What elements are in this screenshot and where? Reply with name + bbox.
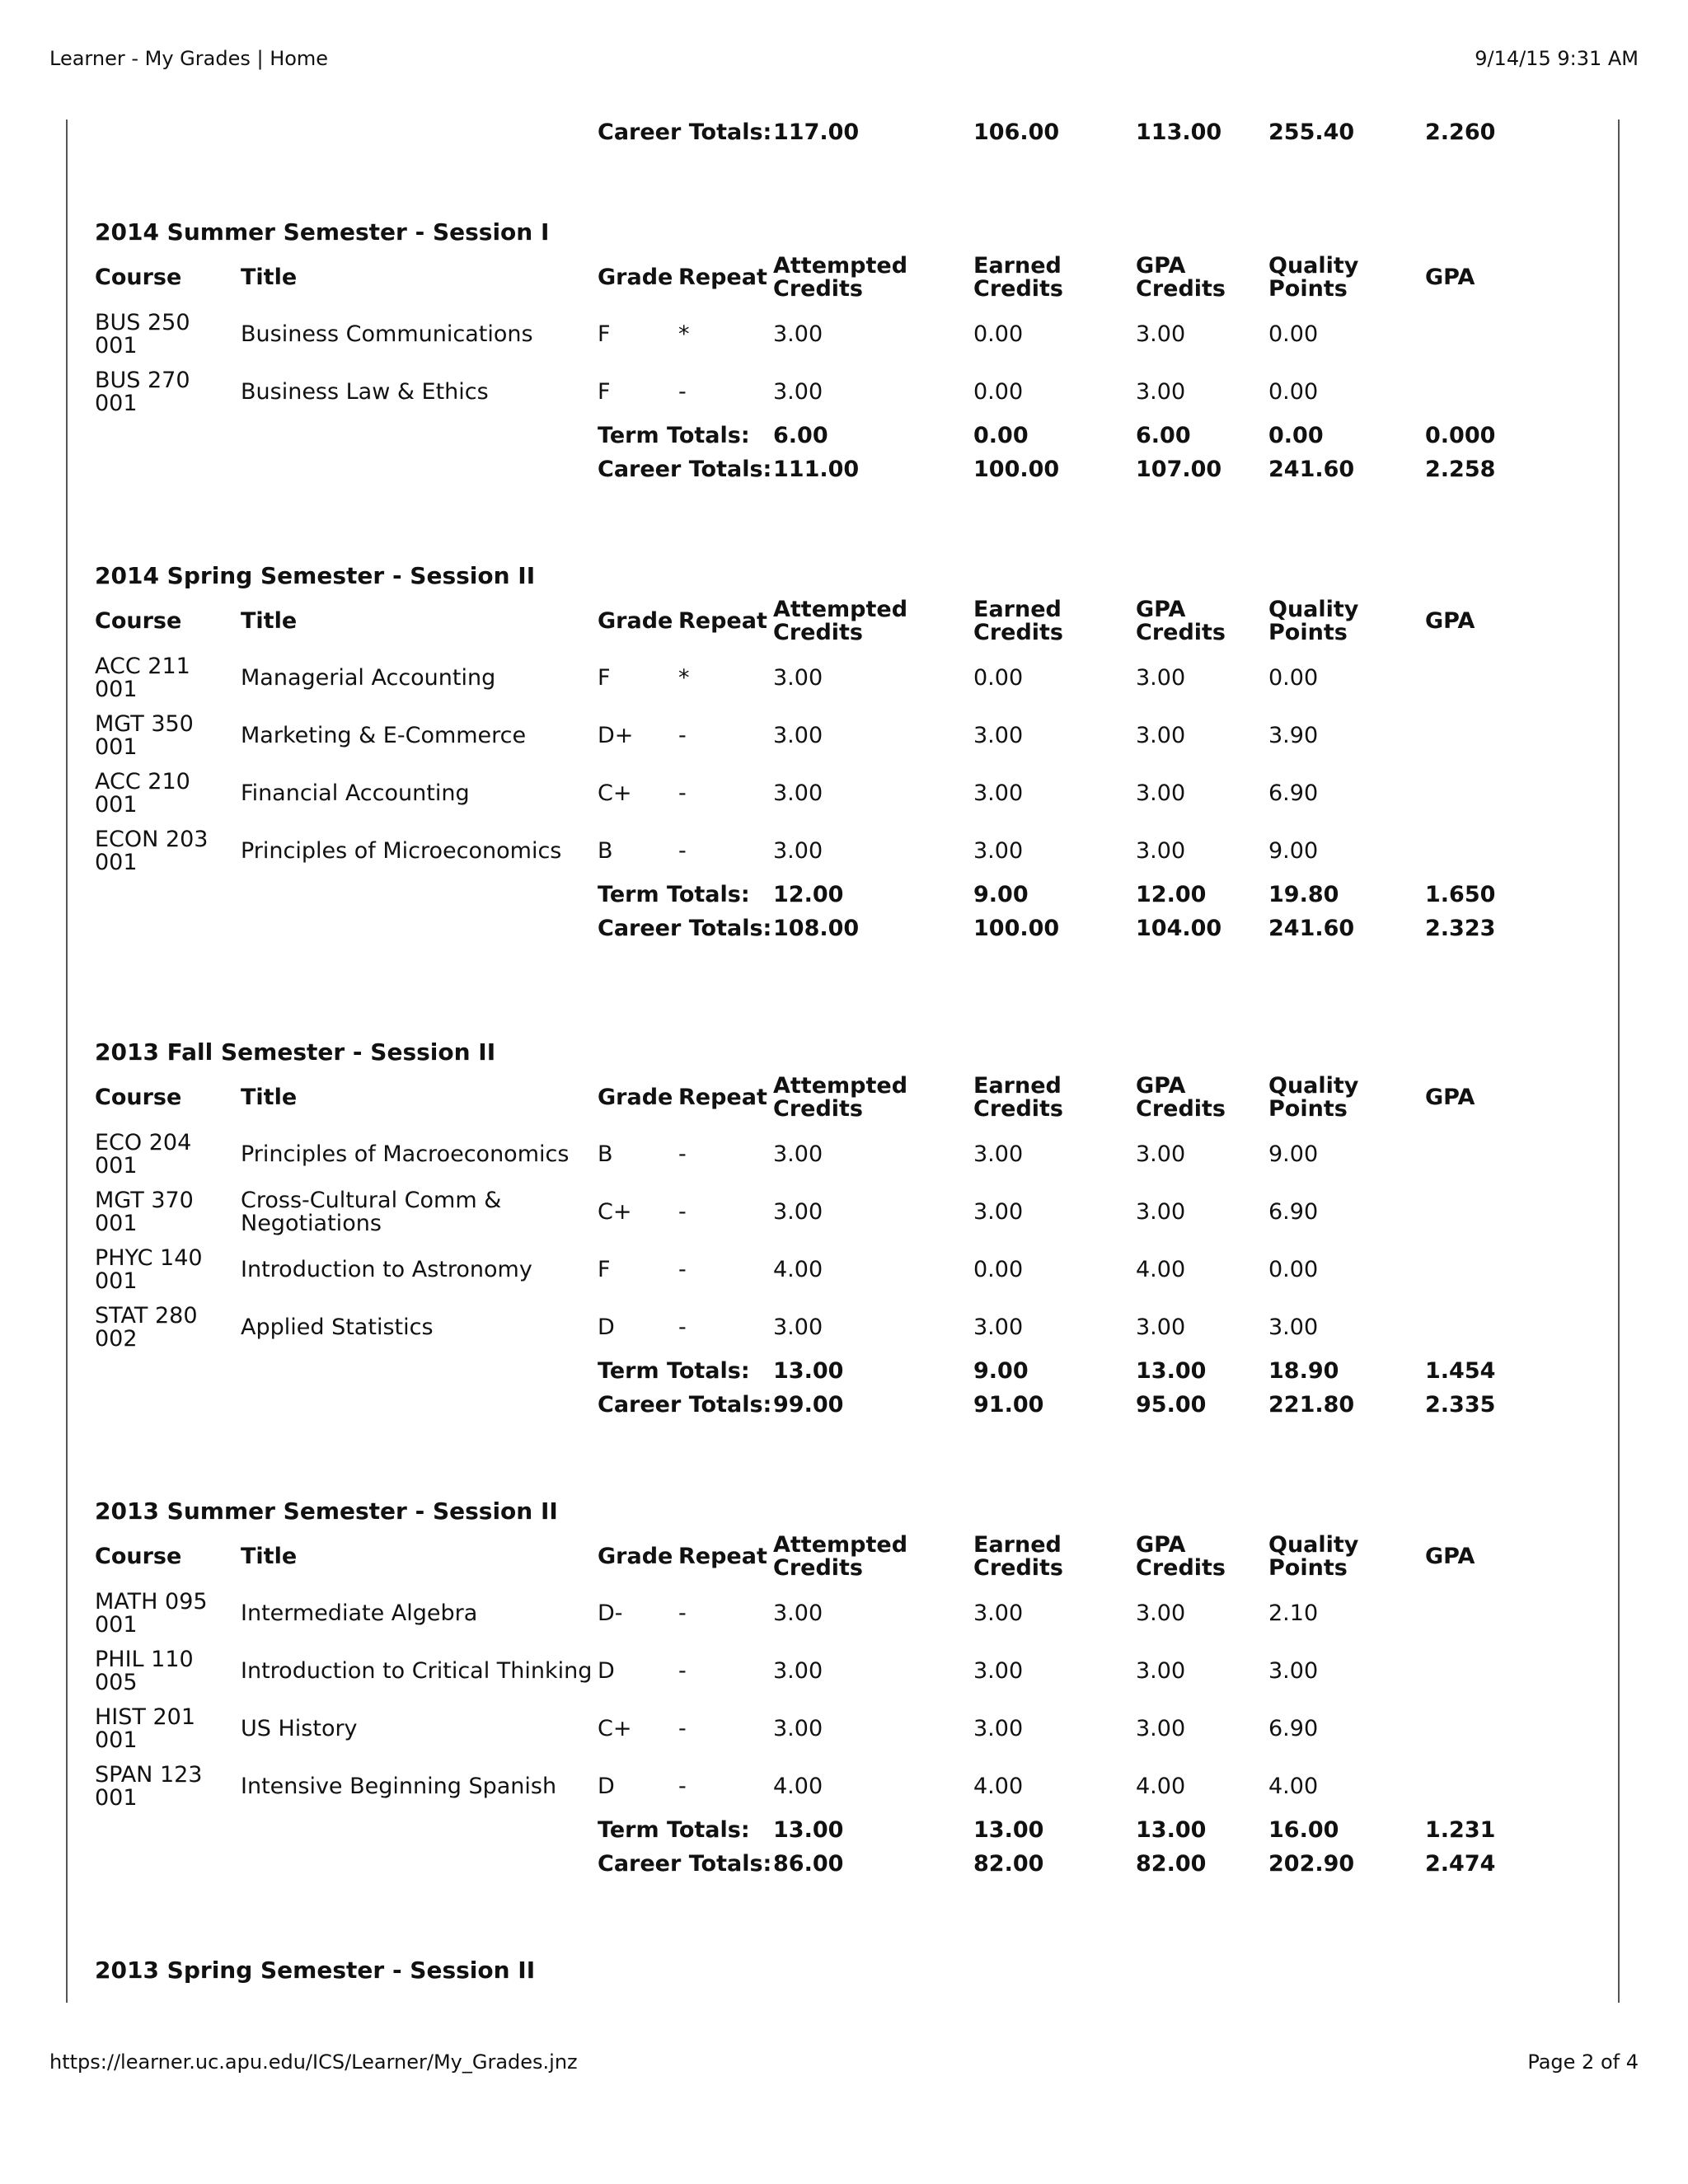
earned-credits: 4.00 [973, 1774, 1024, 1799]
col-repeat: Repeat [678, 608, 767, 634]
repeat: - [678, 379, 687, 405]
col-attempted-line2: Credits [773, 276, 864, 302]
course-section: 001 [95, 391, 138, 416]
col-quality-line2: Points [1268, 1555, 1348, 1581]
quality-points: 6.90 [1268, 780, 1319, 806]
gpa-credits: 3.00 [1136, 321, 1186, 347]
col-course: Course [95, 1544, 182, 1569]
col-earned-line2: Credits [973, 1555, 1064, 1581]
totals-earned: 91.00 [973, 1392, 1044, 1418]
col-quality-line2: Points [1268, 620, 1348, 645]
col-grade: Grade [598, 265, 673, 290]
col-course: Course [95, 265, 182, 290]
course-code: MGT 350 [95, 711, 194, 737]
semester-title: 2013 Fall Semester - Session II [95, 1038, 496, 1066]
repeat: - [678, 1257, 687, 1282]
course-title: Business Law & Ethics [241, 379, 489, 405]
totals-attempted: 86.00 [773, 1851, 844, 1877]
attempted-credits: 3.00 [773, 1601, 823, 1626]
earned-credits: 0.00 [973, 379, 1024, 405]
repeat: - [678, 1774, 687, 1799]
course-title: Introduction to Astronomy [241, 1257, 532, 1282]
totals-gpa: 2.474 [1425, 1851, 1496, 1877]
totals-gpa: 1.231 [1425, 1817, 1496, 1843]
gpa-credits: 3.00 [1136, 1315, 1186, 1340]
grade: D [598, 1315, 615, 1340]
repeat: - [678, 1716, 687, 1741]
totals-label: Term Totals: [598, 423, 750, 448]
course-title: Intensive Beginning Spanish [241, 1774, 557, 1799]
semester-title: 2014 Spring Semester - Session II [95, 562, 536, 589]
col-quality-line1: Quality [1268, 253, 1359, 279]
totals-label: Career Totals: [598, 120, 772, 145]
col-attempted-line1: Attempted [773, 597, 908, 622]
quality-points: 9.00 [1268, 1141, 1319, 1167]
repeat: - [678, 1199, 687, 1225]
course-code: BUS 270 [95, 368, 190, 393]
col-gpa-credits-line2: Credits [1136, 1555, 1226, 1581]
repeat: - [678, 838, 687, 864]
col-repeat: Repeat [678, 1544, 767, 1569]
totals-earned: 100.00 [973, 916, 1060, 941]
earned-credits: 3.00 [973, 1315, 1024, 1340]
col-course: Course [95, 608, 182, 634]
col-quality-line1: Quality [1268, 597, 1359, 622]
col-repeat: Repeat [678, 1085, 767, 1110]
repeat: - [678, 1601, 687, 1626]
course-code: PHYC 140 [95, 1245, 203, 1271]
col-earned-line1: Earned [973, 597, 1062, 622]
course-code: PHIL 110 [95, 1647, 194, 1672]
totals-attempted: 108.00 [773, 916, 860, 941]
col-earned-line1: Earned [973, 1073, 1062, 1099]
earned-credits: 0.00 [973, 1257, 1024, 1282]
totals-gpa-credits: 95.00 [1136, 1392, 1207, 1418]
col-earned-line1: Earned [973, 1532, 1062, 1558]
col-attempted-line1: Attempted [773, 1532, 908, 1558]
gpa-credits: 4.00 [1136, 1774, 1186, 1799]
grade: D [598, 1774, 615, 1799]
totals-earned: 100.00 [973, 457, 1060, 482]
course-section: 001 [95, 333, 138, 359]
course-title: Principles of Macroeconomics [241, 1141, 570, 1167]
col-gpa-credits-line2: Credits [1136, 1096, 1226, 1122]
course-section: 001 [95, 1268, 138, 1294]
col-quality-line1: Quality [1268, 1073, 1359, 1099]
repeat: - [678, 723, 687, 748]
totals-label: Term Totals: [598, 1817, 750, 1843]
totals-earned: 106.00 [973, 120, 1060, 145]
totals-gpa-credits: 104.00 [1136, 916, 1222, 941]
course-title: Principles of Microeconomics [241, 838, 562, 864]
col-course: Course [95, 1085, 182, 1110]
totals-gpa-credits: 13.00 [1136, 1817, 1207, 1843]
course-title: Financial Accounting [241, 780, 470, 806]
attempted-credits: 3.00 [773, 1141, 823, 1167]
course-code: ACC 210 [95, 769, 190, 794]
earned-credits: 3.00 [973, 838, 1024, 864]
attempted-credits: 4.00 [773, 1257, 823, 1282]
course-title: US History [241, 1716, 358, 1741]
page-footer-page-number: Page 2 of 4 [1527, 2050, 1639, 2074]
col-earned-line2: Credits [973, 1096, 1064, 1122]
course-section: 002 [95, 1326, 138, 1352]
totals-gpa-credits: 107.00 [1136, 457, 1222, 482]
course-section: 001 [95, 1612, 138, 1638]
course-section: 001 [95, 734, 138, 760]
quality-points: 0.00 [1268, 321, 1319, 347]
col-attempted-line2: Credits [773, 1555, 864, 1581]
grade: F [598, 379, 611, 405]
totals-gpa: 2.260 [1425, 120, 1496, 145]
left-border [66, 120, 68, 2003]
attempted-credits: 3.00 [773, 665, 823, 691]
grade: F [598, 1257, 611, 1282]
totals-label: Career Totals: [598, 916, 772, 941]
repeat: - [678, 1315, 687, 1340]
quality-points: 4.00 [1268, 1774, 1319, 1799]
course-section: 001 [95, 677, 138, 702]
totals-attempted: 12.00 [773, 882, 844, 907]
totals-attempted: 111.00 [773, 457, 860, 482]
totals-quality-points: 19.80 [1268, 882, 1339, 907]
totals-attempted: 13.00 [773, 1358, 844, 1384]
course-title: Introduction to Critical Thinking [241, 1658, 593, 1684]
gpa-credits: 3.00 [1136, 1716, 1186, 1741]
course-code: SPAN 123 [95, 1762, 203, 1788]
gpa-credits: 3.00 [1136, 1199, 1186, 1225]
quality-points: 6.90 [1268, 1199, 1319, 1225]
attempted-credits: 3.00 [773, 723, 823, 748]
course-title: Applied Statistics [241, 1315, 434, 1340]
semester-title: 2014 Summer Semester - Session I [95, 218, 550, 246]
totals-earned: 13.00 [973, 1817, 1044, 1843]
col-title: Title [241, 1085, 298, 1110]
totals-quality-points: 241.60 [1268, 916, 1355, 941]
grade: C+ [598, 1199, 632, 1225]
semester-title: 2013 Summer Semester - Session II [95, 1497, 558, 1525]
grade: C+ [598, 1716, 632, 1741]
course-title-line2: Negotiations [241, 1211, 382, 1236]
col-quality-line1: Quality [1268, 1532, 1359, 1558]
earned-credits: 3.00 [973, 780, 1024, 806]
totals-gpa: 2.335 [1425, 1392, 1496, 1418]
course-section: 001 [95, 792, 138, 818]
repeat: * [678, 665, 690, 691]
gpa-credits: 3.00 [1136, 1658, 1186, 1684]
col-attempted-line1: Attempted [773, 1073, 908, 1099]
course-title: Cross-Cultural Comm & [241, 1188, 502, 1213]
earned-credits: 0.00 [973, 665, 1024, 691]
totals-gpa: 2.323 [1425, 916, 1496, 941]
totals-attempted: 99.00 [773, 1392, 844, 1418]
course-code: BUS 250 [95, 310, 190, 335]
col-attempted-line2: Credits [773, 620, 864, 645]
course-section: 001 [95, 1727, 138, 1753]
grade: D+ [598, 723, 634, 748]
gpa-credits: 3.00 [1136, 838, 1186, 864]
quality-points: 3.00 [1268, 1658, 1319, 1684]
totals-gpa: 1.454 [1425, 1358, 1496, 1384]
attempted-credits: 3.00 [773, 379, 823, 405]
grade: B [598, 1141, 613, 1167]
totals-gpa-credits: 113.00 [1136, 120, 1222, 145]
grade: F [598, 321, 611, 347]
col-title: Title [241, 1544, 298, 1569]
totals-quality-points: 255.40 [1268, 120, 1355, 145]
col-gpa-credits-line2: Credits [1136, 620, 1226, 645]
col-gpa-credits-line2: Credits [1136, 276, 1226, 302]
course-code: ACC 211 [95, 654, 190, 679]
col-earned-line1: Earned [973, 253, 1062, 279]
totals-gpa-credits: 82.00 [1136, 1851, 1207, 1877]
quality-points: 6.90 [1268, 1716, 1319, 1741]
grade: B [598, 838, 613, 864]
gpa-credits: 3.00 [1136, 1601, 1186, 1626]
col-gpa-credits-line1: GPA [1136, 597, 1186, 622]
totals-gpa: 1.650 [1425, 882, 1496, 907]
col-grade: Grade [598, 1544, 673, 1569]
col-gpa: GPA [1425, 1544, 1475, 1569]
totals-label: Career Totals: [598, 1392, 772, 1418]
totals-earned: 9.00 [973, 1358, 1029, 1384]
col-quality-line2: Points [1268, 1096, 1348, 1122]
course-code: HIST 201 [95, 1704, 196, 1730]
course-code: ECO 204 [95, 1130, 192, 1155]
gpa-credits: 4.00 [1136, 1257, 1186, 1282]
repeat: * [678, 321, 690, 347]
quality-points: 0.00 [1268, 379, 1319, 405]
col-gpa: GPA [1425, 608, 1475, 634]
earned-credits: 3.00 [973, 1716, 1024, 1741]
totals-gpa-credits: 12.00 [1136, 882, 1207, 907]
course-title: Marketing & E-Commerce [241, 723, 527, 748]
col-attempted-line1: Attempted [773, 253, 908, 279]
totals-attempted: 6.00 [773, 423, 828, 448]
totals-earned: 0.00 [973, 423, 1029, 448]
col-quality-line2: Points [1268, 276, 1348, 302]
totals-quality-points: 202.90 [1268, 1851, 1355, 1877]
attempted-credits: 3.00 [773, 321, 823, 347]
totals-attempted: 117.00 [773, 120, 860, 145]
totals-attempted: 13.00 [773, 1817, 844, 1843]
course-title: Intermediate Algebra [241, 1601, 478, 1626]
totals-label: Term Totals: [598, 1358, 750, 1384]
col-title: Title [241, 265, 298, 290]
page-header-title: Learner - My Grades | Home [49, 47, 329, 70]
col-grade: Grade [598, 1085, 673, 1110]
earned-credits: 3.00 [973, 1141, 1024, 1167]
attempted-credits: 3.00 [773, 1716, 823, 1741]
quality-points: 3.90 [1268, 723, 1319, 748]
totals-label: Career Totals: [598, 457, 772, 482]
col-earned-line2: Credits [973, 620, 1064, 645]
attempted-credits: 3.00 [773, 1199, 823, 1225]
col-gpa-credits-line1: GPA [1136, 1532, 1186, 1558]
totals-gpa-credits: 6.00 [1136, 423, 1191, 448]
totals-gpa: 2.258 [1425, 457, 1496, 482]
totals-earned: 9.00 [973, 882, 1029, 907]
col-grade: Grade [598, 608, 673, 634]
totals-quality-points: 18.90 [1268, 1358, 1339, 1384]
col-repeat: Repeat [678, 265, 767, 290]
quality-points: 0.00 [1268, 1257, 1319, 1282]
course-code: STAT 280 [95, 1303, 198, 1329]
course-section: 001 [95, 850, 138, 875]
gpa-credits: 3.00 [1136, 723, 1186, 748]
course-title: Managerial Accounting [241, 665, 496, 691]
course-code: MGT 370 [95, 1188, 194, 1213]
totals-quality-points: 0.00 [1268, 423, 1324, 448]
quality-points: 3.00 [1268, 1315, 1319, 1340]
course-section: 001 [95, 1211, 138, 1236]
col-gpa: GPA [1425, 265, 1475, 290]
grade: F [598, 665, 611, 691]
gpa-credits: 3.00 [1136, 780, 1186, 806]
col-gpa-credits-line1: GPA [1136, 253, 1186, 279]
grade: D [598, 1658, 615, 1684]
page-header-timestamp: 9/14/15 9:31 AM [1475, 47, 1639, 70]
grade: D- [598, 1601, 623, 1626]
totals-quality-points: 16.00 [1268, 1817, 1339, 1843]
totals-label: Career Totals: [598, 1851, 772, 1877]
repeat: - [678, 1141, 687, 1167]
semester-title: 2013 Spring Semester - Session II [95, 1957, 536, 1984]
course-section: 005 [95, 1670, 138, 1695]
col-earned-line2: Credits [973, 276, 1064, 302]
col-attempted-line2: Credits [773, 1096, 864, 1122]
course-title: Business Communications [241, 321, 533, 347]
earned-credits: 3.00 [973, 1601, 1024, 1626]
totals-label: Term Totals: [598, 882, 750, 907]
totals-gpa-credits: 13.00 [1136, 1358, 1207, 1384]
repeat: - [678, 780, 687, 806]
earned-credits: 3.00 [973, 1658, 1024, 1684]
course-section: 001 [95, 1153, 138, 1179]
earned-credits: 3.00 [973, 723, 1024, 748]
quality-points: 2.10 [1268, 1601, 1319, 1626]
course-section: 001 [95, 1785, 138, 1811]
totals-earned: 82.00 [973, 1851, 1044, 1877]
totals-quality-points: 221.80 [1268, 1392, 1355, 1418]
course-code: ECON 203 [95, 827, 209, 852]
col-gpa-credits-line1: GPA [1136, 1073, 1186, 1099]
quality-points: 0.00 [1268, 665, 1319, 691]
repeat: - [678, 1658, 687, 1684]
col-gpa: GPA [1425, 1085, 1475, 1110]
totals-quality-points: 241.60 [1268, 457, 1355, 482]
attempted-credits: 3.00 [773, 780, 823, 806]
right-border [1618, 120, 1620, 2003]
attempted-credits: 3.00 [773, 1658, 823, 1684]
course-code: MATH 095 [95, 1589, 208, 1615]
earned-credits: 0.00 [973, 321, 1024, 347]
totals-gpa: 0.000 [1425, 423, 1496, 448]
grade: C+ [598, 780, 632, 806]
attempted-credits: 3.00 [773, 1315, 823, 1340]
gpa-credits: 3.00 [1136, 379, 1186, 405]
attempted-credits: 3.00 [773, 838, 823, 864]
gpa-credits: 3.00 [1136, 665, 1186, 691]
quality-points: 9.00 [1268, 838, 1319, 864]
col-title: Title [241, 608, 298, 634]
page-footer-url: https://learner.uc.apu.edu/ICS/Learner/My_Grades.jnz [49, 2050, 578, 2074]
earned-credits: 3.00 [973, 1199, 1024, 1225]
gpa-credits: 3.00 [1136, 1141, 1186, 1167]
attempted-credits: 4.00 [773, 1774, 823, 1799]
